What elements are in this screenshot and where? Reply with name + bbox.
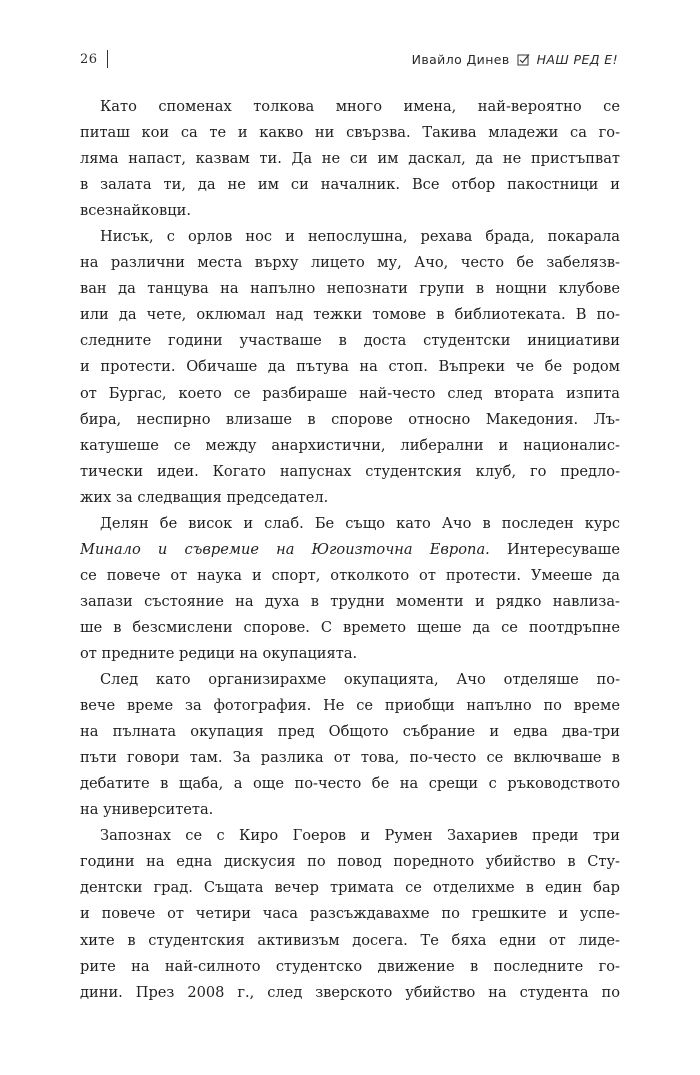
paragraph — [80, 667, 620, 823]
paragraph — [80, 511, 620, 667]
header-author-title — [412, 52, 618, 67]
text-fragment: Делян бе висок и слаб. Бе също като Ачо в последен курс — [100, 514, 620, 532]
italic-course-title: Минало и съвремие на Югоизточна Европа — [80, 540, 486, 558]
text-line: бира, неспирно влизаше в спорове относно Македония. Лъ- — [80, 410, 620, 428]
text-line — [80, 615, 620, 641]
text-line: от Бургас, което се разбираше най-често след втората изпита — [80, 384, 620, 402]
text-line: рите на най-силното студентско движение в последните го- — [80, 957, 620, 975]
text-line: години на една дискусия по повод поредното убийство в Сту- — [80, 853, 620, 871]
text-line: ляма напаст, казвам ти. Да не си им даскал, да не пристъпват — [80, 150, 620, 168]
text-line: следните години участваше в доста студентски инициативи — [80, 332, 620, 350]
text-fragment: запази състояние на духа в трудни моменти и рядко навлиза- — [80, 592, 620, 610]
text-line: или да чете, оклюмал над тежки томове в библиотеката. В по- — [80, 306, 620, 324]
text-fragment: се повече от наука и спорт, отколкото от протести. Умееше да — [80, 566, 620, 584]
text-line: и повече от четири часа разсъждавахме по грешките и успе- — [80, 905, 620, 923]
text-line — [80, 641, 620, 667]
page-number-text: 26 — [80, 51, 98, 67]
text-line: Нисък, с орлов нос и непослушна, рехава брада, покарала — [100, 228, 620, 246]
text-line: катушеше се между анархистични, либерални и националис- — [80, 436, 620, 454]
running-head — [80, 47, 618, 71]
text-line — [80, 589, 620, 615]
text-line: Запознах се с Киро Гоеров и Румен Захариев преди три — [100, 827, 620, 845]
book-title: НАШ РЕД Е! — [536, 51, 618, 67]
text-fragment: . Интересуваше — [485, 540, 620, 558]
text-line — [80, 563, 620, 589]
page-number — [80, 50, 108, 68]
text-line: дебатите в щаба, а още по-често бе на срещи с ръководството — [80, 775, 620, 793]
text-line: пъти говори там. За разлика от това, по-често се включваше в — [80, 749, 620, 767]
header-vertical-rule — [107, 50, 108, 68]
text-line: и протести. Обичаше да пътува на стоп. Въпреки че бе родом — [80, 358, 620, 376]
text-line — [80, 537, 620, 563]
paragraph — [80, 224, 620, 511]
text-line: тически идеи. Когато напуснах студентския клуб, го предло- — [80, 462, 620, 480]
author-name: Ивайло Динев — [411, 51, 510, 67]
text-line: вече време за фотография. Не се приобщи напълно по време — [80, 697, 620, 715]
text-line: на различни места върху лицето му, Ачо, често бе забелязв- — [80, 254, 620, 272]
text-line: жих за следващия председател. — [80, 488, 329, 506]
text-fragment: ше в безсмислени спорове. С времето щеше да се поотдръпне — [80, 618, 620, 636]
paragraph — [80, 823, 620, 1005]
text-line: Като споменах толкова много имена, най-вероятно се — [100, 98, 620, 115]
text-line: на университета. — [80, 801, 214, 819]
text-line: хите в студентския активизъм досега. Те бяха едни от лиде- — [80, 931, 620, 949]
text-fragment: от предните редици на окупацията. — [80, 644, 358, 662]
text-line — [80, 511, 620, 537]
text-line: След като организирахме окупацията, Ачо отделяше по- — [100, 671, 620, 689]
body-text — [80, 94, 620, 1006]
text-line: дентски град. Същата вечер тримата се отделихме в един бар — [80, 879, 620, 897]
text-line: всезнайковци. — [80, 202, 192, 220]
text-line: ван да танцува на напълно непознати групи в нощни клубове — [80, 280, 620, 298]
text-line: на пълната окупация пред Общото събрание и едва два-три — [80, 723, 620, 741]
paragraph — [80, 94, 620, 224]
text-line: в залата ти, да не им си началник. Все отбор пакостници и — [80, 176, 620, 194]
text-line: дини. През 2008 г., след зверското убийство на студента по — [80, 983, 620, 1001]
text-line: питаш кои са те и какво ни свързва. Такива младежи са го- — [80, 124, 620, 142]
checkbox-checked-icon — [517, 53, 530, 66]
